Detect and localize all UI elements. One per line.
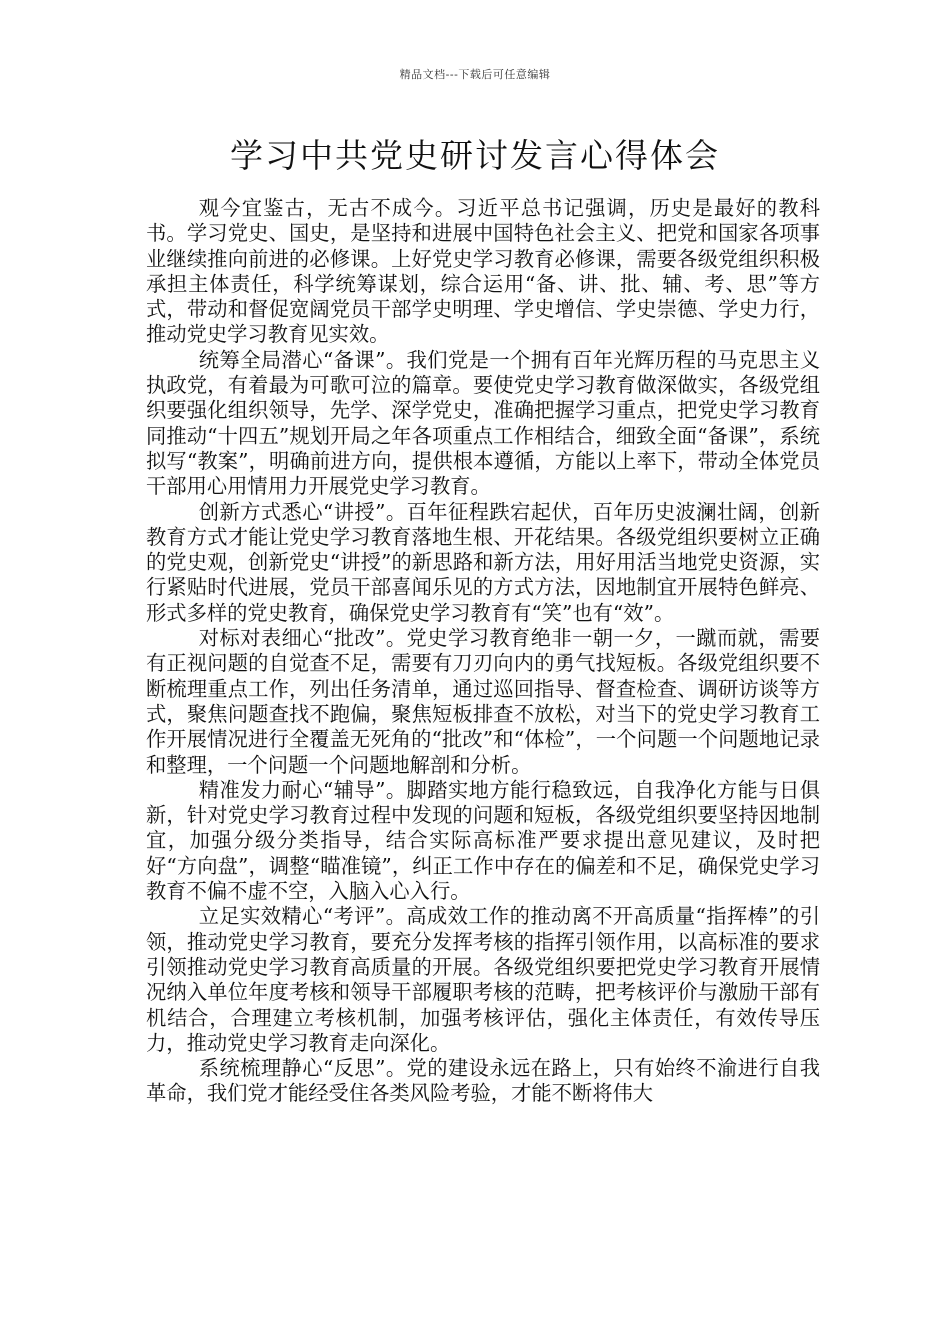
header-note: 精品文档---下载后可任意编辑 [399,68,551,81]
document-body [146,196,820,1107]
paragraph-guidance: 精准发力耐心“辅导”。脚踏实地方能行稳致远，自我净化方能与日俱新，针对党史学习教育过程中发现的问题和短板，各级党组织要坚持因地制宜，加强分级分类指导，结合实际高标准严要求提出意见建议，及时把好“方向盘”，调整“瞄准镜”，纠正工作中存在的偏差和不足，确保党史学习教育不偏不虚不空，入脑入心入行。 [146,777,820,904]
paragraph-evaluation: 立足实效精心“考评”。高成效工作的推动离不开高质量“指挥棒”的引领，推动党史学习教育，要充分发挥考核的指挥引领作用，以高标准的要求引领推动党史学习教育高质量的开展。各级党组织要把党史学习教育开展情况纳入单位年度考核和领导干部履职考核的范畴，把考核评价与激励干部有机结合，合理建立考核机制，加强考核评估，强化主体责任，有效传导压力，推动党史学习教育走向深化。 [146,904,820,1055]
paragraph-teaching: 创新方式悉心“讲授”。百年征程跌宕起伏，百年历史波澜壮阔，创新教育方式才能让党史学习教育落地生根、开花结果。各级党组织要树立正确的党史观，创新党史“讲授”的新思路和新方法，用好用活当地党史资源，实行紧贴时代进展，党员干部喜闻乐见的方式方法，因地制宜开展特色鲜亮、形式多样的党史教育，确保党史学习教育有“笑”也有“效”。 [146,499,820,625]
document-title: 学习中共党史研讨发言心得体会 [230,136,720,175]
paragraph-intro: 观今宜鉴古，无古不成今。习近平总书记强调，历史是最好的教科书。学习党史、国史，是坚持和进展中国特色社会主义、把党和国家各项事业继续推向前进的必修课。上好党史学习教育必修课，需要各级党组织积极承担主体责任，科学统筹谋划，综合运用“备、讲、批、辅、考、思”等方式，带动和督促宽阔党员干部学史明理、学史增信、学史崇德、学史力行，推动党史学习教育见实效。 [146,196,820,347]
paragraph-reflection: 系统梳理静心“反思”。党的建设永远在路上，只有始终不渝进行自我革命，我们党才能经受住各类风险考验，才能不断将伟大 [146,1056,820,1106]
paragraph-preparation: 统筹全局潜心“备课”。我们党是一个拥有百年光辉历程的马克思主义执政党，有着最为可歌可泣的篇章。要使党史学习教育做深做实，各级党组织要强化组织领导，先学、深学党史，准确把握学习重点，把党史学习教育同推动“十四五”规划开局之年各项重点工作相结合，细致全面“备课”，系统拟写“教案”，明确前进方向，提供根本遵循，方能以上率下，带动全体党员干部用心用情用力开展党史学习教育。 [146,347,820,499]
paragraph-correction: 对标对表细心“批改”。党史学习教育绝非一朝一夕，一蹴而就，需要有正视问题的自觉查不足，需要有刀刃向内的勇气找短板。各级党组织要不断梳理重点工作，列出任务清单，通过巡回指导、督查检查、调研访谈等方式，聚焦问题查找不跑偏，聚焦短板排查不放松，对当下的党史学习教育工作开展情况进行全覆盖无死角的“批改”和“体检”，一个问题一个问题地记录和整理，一个问题一个问题地解剖和分析。 [146,626,820,777]
